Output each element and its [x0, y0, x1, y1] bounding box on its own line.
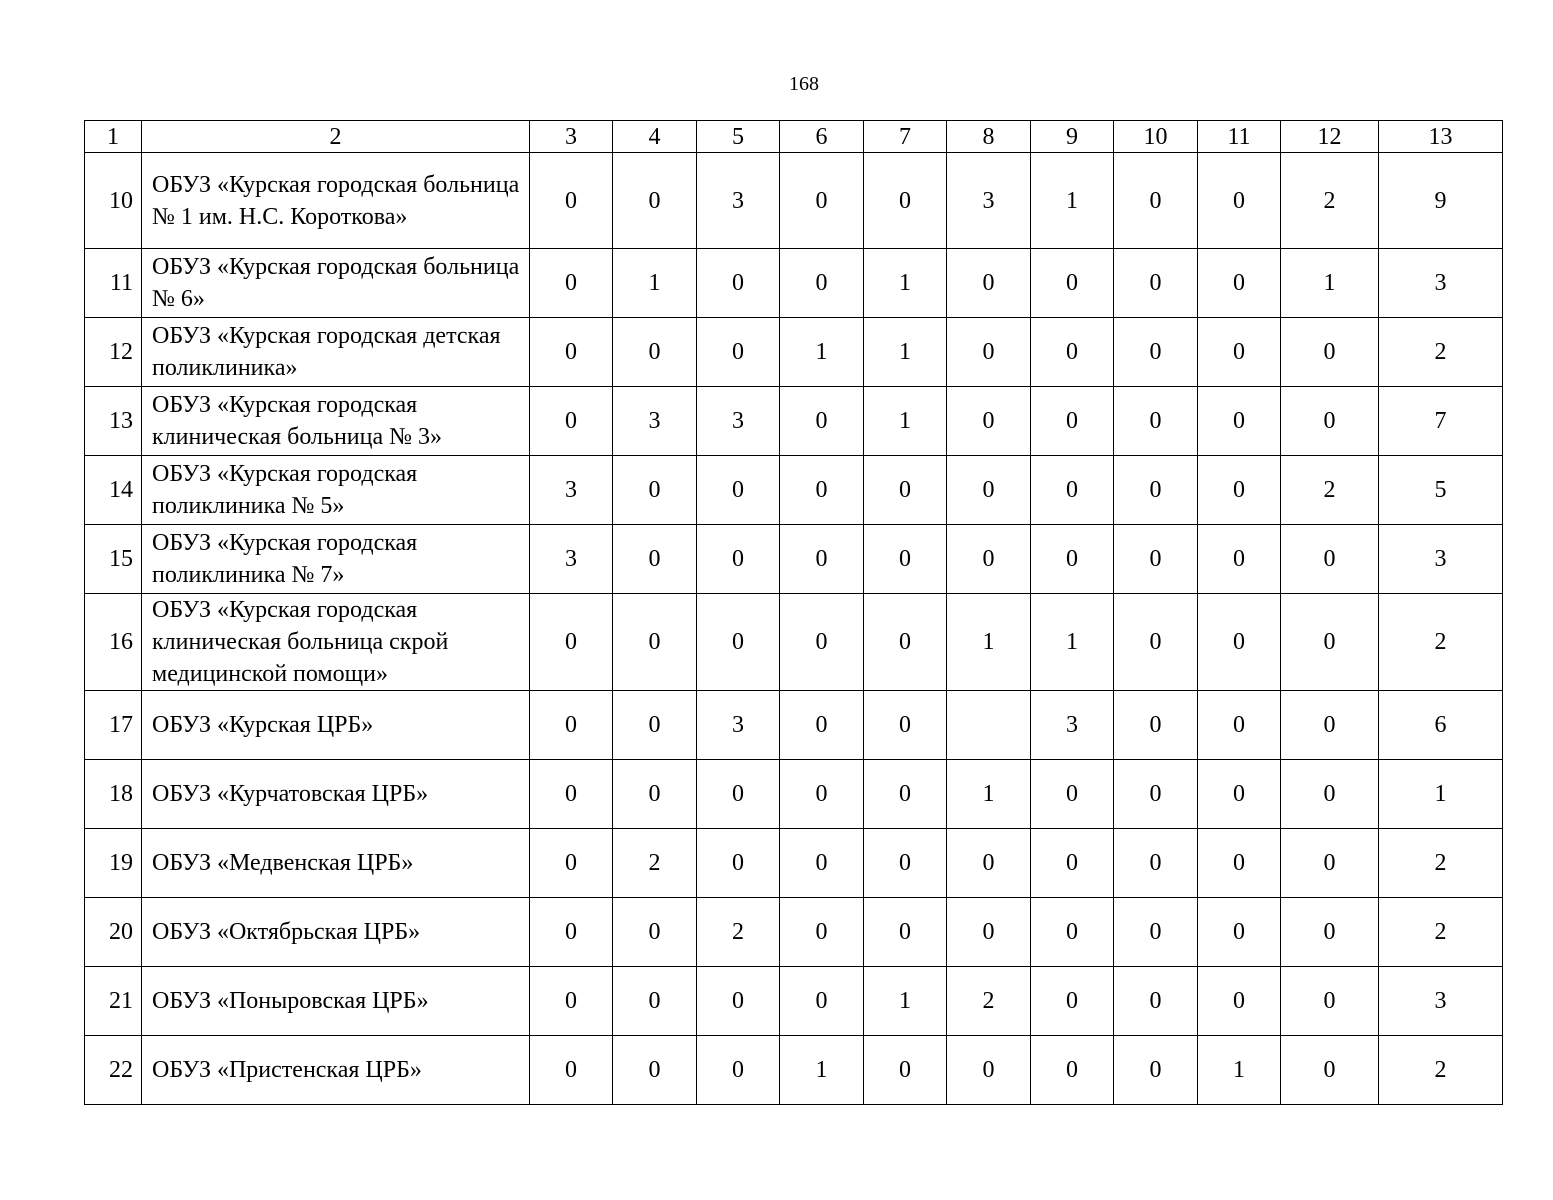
value-cell-col-7: 0: [864, 898, 947, 967]
value-cell-col-9: 0: [1031, 456, 1114, 525]
header-cell-8: 8: [947, 121, 1031, 153]
row-number-cell: 15: [85, 525, 142, 594]
value-cell-col-7: 1: [864, 967, 947, 1036]
value-cell-col-5: 0: [697, 760, 780, 829]
value-cell-col-8: 0: [947, 387, 1031, 456]
value-cell-col-5: 0: [697, 525, 780, 594]
table-row: [85, 318, 1503, 387]
value-cell-col-8: 0: [947, 318, 1031, 387]
value-cell-col-7: 1: [864, 318, 947, 387]
table-row: [85, 387, 1503, 456]
value-cell-col-7: 0: [864, 1036, 947, 1105]
value-cell-col-10: 0: [1114, 829, 1198, 898]
value-cell-col-3: 3: [530, 456, 613, 525]
value-cell-col-11: 0: [1198, 594, 1281, 691]
organization-name-cell: ОБУЗ «Курская городская поликлиника № 5»: [142, 456, 530, 525]
value-cell-col-13: 6: [1379, 691, 1503, 760]
value-cell-col-13: 7: [1379, 387, 1503, 456]
row-number-cell: 21: [85, 967, 142, 1036]
table-row: [85, 760, 1503, 829]
value-cell-col-9: 0: [1031, 898, 1114, 967]
table-row: [85, 898, 1503, 967]
value-cell-col-10: 0: [1114, 898, 1198, 967]
value-cell-col-5: 0: [697, 249, 780, 318]
value-cell-col-6: 0: [780, 691, 864, 760]
value-cell-col-3: 0: [530, 967, 613, 1036]
value-cell-col-4: 0: [613, 760, 697, 829]
row-number-cell: 11: [85, 249, 142, 318]
value-cell-col-12: 0: [1281, 594, 1379, 691]
row-number-cell: 10: [85, 153, 142, 249]
value-cell-col-11: 0: [1198, 691, 1281, 760]
value-cell-col-3: 0: [530, 594, 613, 691]
header-cell-4: 4: [613, 121, 697, 153]
value-cell-col-3: 0: [530, 691, 613, 760]
value-cell-col-3: 0: [530, 387, 613, 456]
value-cell-col-9: 0: [1031, 318, 1114, 387]
value-cell-col-6: 0: [780, 760, 864, 829]
value-cell-col-4: 1: [613, 249, 697, 318]
header-row: [85, 121, 1503, 153]
table-row: [85, 525, 1503, 594]
value-cell-col-4: 0: [613, 318, 697, 387]
header-cell-7: 7: [864, 121, 947, 153]
value-cell-col-4: 3: [613, 387, 697, 456]
value-cell-col-10: 0: [1114, 456, 1198, 525]
row-number-cell: 17: [85, 691, 142, 760]
organization-name-cell: ОБУЗ «Медвенская ЦРБ»: [142, 829, 530, 898]
value-cell-col-10: 0: [1114, 318, 1198, 387]
header-cell-12: 12: [1281, 121, 1379, 153]
value-cell-col-5: 0: [697, 967, 780, 1036]
value-cell-col-12: 0: [1281, 691, 1379, 760]
table-row: [85, 594, 1503, 691]
row-number-cell: 20: [85, 898, 142, 967]
value-cell-col-11: 0: [1198, 249, 1281, 318]
value-cell-col-9: 0: [1031, 249, 1114, 318]
value-cell-col-13: 2: [1379, 594, 1503, 691]
value-cell-col-4: 0: [613, 1036, 697, 1105]
organization-name-cell: ОБУЗ «Курчатовская ЦРБ»: [142, 760, 530, 829]
value-cell-col-11: 0: [1198, 456, 1281, 525]
value-cell-col-6: 0: [780, 525, 864, 594]
value-cell-col-9: 0: [1031, 967, 1114, 1036]
value-cell-col-10: 0: [1114, 249, 1198, 318]
value-cell-col-8: [947, 691, 1031, 760]
value-cell-col-4: 0: [613, 691, 697, 760]
value-cell-col-8: 0: [947, 249, 1031, 318]
value-cell-col-12: 0: [1281, 525, 1379, 594]
header-cell-5: 5: [697, 121, 780, 153]
row-number-cell: 16: [85, 594, 142, 691]
organization-name-cell: ОБУЗ «Курская ЦРБ»: [142, 691, 530, 760]
value-cell-col-11: 0: [1198, 153, 1281, 249]
value-cell-col-7: 0: [864, 153, 947, 249]
value-cell-col-8: 3: [947, 153, 1031, 249]
value-cell-col-13: 2: [1379, 1036, 1503, 1105]
value-cell-col-13: 1: [1379, 760, 1503, 829]
value-cell-col-12: 1: [1281, 249, 1379, 318]
value-cell-col-6: 0: [780, 829, 864, 898]
value-cell-col-9: 0: [1031, 387, 1114, 456]
row-number-cell: 18: [85, 760, 142, 829]
value-cell-col-11: 0: [1198, 760, 1281, 829]
value-cell-col-6: 0: [780, 387, 864, 456]
value-cell-col-4: 0: [613, 456, 697, 525]
row-number-cell: 12: [85, 318, 142, 387]
value-cell-col-12: 0: [1281, 387, 1379, 456]
value-cell-col-3: 0: [530, 760, 613, 829]
value-cell-col-11: 1: [1198, 1036, 1281, 1105]
row-number-cell: 14: [85, 456, 142, 525]
value-cell-col-6: 0: [780, 594, 864, 691]
organization-name-cell: ОБУЗ «Октябрьская ЦРБ»: [142, 898, 530, 967]
value-cell-col-7: 1: [864, 387, 947, 456]
table-row: [85, 153, 1503, 249]
value-cell-col-7: 1: [864, 249, 947, 318]
value-cell-col-8: 1: [947, 594, 1031, 691]
value-cell-col-10: 0: [1114, 525, 1198, 594]
value-cell-col-13: 3: [1379, 249, 1503, 318]
value-cell-col-11: 0: [1198, 318, 1281, 387]
organization-name-cell: ОБУЗ «Курская городская детская поликлиника»: [142, 318, 530, 387]
value-cell-col-6: 0: [780, 249, 864, 318]
page-number: 168: [789, 73, 819, 95]
value-cell-col-3: 0: [530, 1036, 613, 1105]
header-cell-11: 11: [1198, 121, 1281, 153]
value-cell-col-10: 0: [1114, 1036, 1198, 1105]
value-cell-col-3: 0: [530, 829, 613, 898]
value-cell-col-6: 1: [780, 318, 864, 387]
value-cell-col-4: 0: [613, 594, 697, 691]
value-cell-col-7: 0: [864, 525, 947, 594]
value-cell-col-9: 1: [1031, 153, 1114, 249]
value-cell-col-10: 0: [1114, 967, 1198, 1036]
value-cell-col-11: 0: [1198, 967, 1281, 1036]
organization-name-cell: ОБУЗ «Курская городская поликлиника № 7»: [142, 525, 530, 594]
value-cell-col-6: 0: [780, 967, 864, 1036]
value-cell-col-3: 0: [530, 898, 613, 967]
value-cell-col-4: 0: [613, 898, 697, 967]
header-cell-13: 13: [1379, 121, 1503, 153]
value-cell-col-8: 0: [947, 898, 1031, 967]
value-cell-col-5: 0: [697, 456, 780, 525]
value-cell-col-4: 0: [613, 525, 697, 594]
value-cell-col-7: 0: [864, 760, 947, 829]
value-cell-col-5: 0: [697, 594, 780, 691]
table-row: [85, 1036, 1503, 1105]
value-cell-col-7: 0: [864, 594, 947, 691]
value-cell-col-9: 3: [1031, 691, 1114, 760]
value-cell-col-4: 0: [613, 153, 697, 249]
value-cell-col-12: 0: [1281, 829, 1379, 898]
table-row: [85, 249, 1503, 318]
value-cell-col-3: 0: [530, 318, 613, 387]
value-cell-col-11: 0: [1198, 387, 1281, 456]
value-cell-col-10: 0: [1114, 387, 1198, 456]
value-cell-col-4: 2: [613, 829, 697, 898]
value-cell-col-6: 0: [780, 153, 864, 249]
header-cell-1: 1: [85, 121, 142, 153]
value-cell-col-8: 0: [947, 456, 1031, 525]
value-cell-col-12: 0: [1281, 898, 1379, 967]
header-cell-9: 9: [1031, 121, 1114, 153]
value-cell-col-7: 0: [864, 691, 947, 760]
value-cell-col-13: 3: [1379, 967, 1503, 1036]
value-cell-col-3: 3: [530, 525, 613, 594]
organization-name-cell: ОБУЗ «Курская городская больница № 1 им. Н.С. Короткова»: [142, 153, 530, 249]
value-cell-col-11: 0: [1198, 525, 1281, 594]
value-cell-col-5: 0: [697, 318, 780, 387]
value-cell-col-10: 0: [1114, 760, 1198, 829]
value-cell-col-8: 1: [947, 760, 1031, 829]
value-cell-col-7: 0: [864, 456, 947, 525]
value-cell-col-4: 0: [613, 967, 697, 1036]
value-cell-col-8: 0: [947, 829, 1031, 898]
value-cell-col-12: 2: [1281, 153, 1379, 249]
table-row: [85, 829, 1503, 898]
value-cell-col-3: 0: [530, 153, 613, 249]
value-cell-col-9: 0: [1031, 525, 1114, 594]
value-cell-col-12: 2: [1281, 456, 1379, 525]
value-cell-col-12: 0: [1281, 967, 1379, 1036]
value-cell-col-13: 3: [1379, 525, 1503, 594]
value-cell-col-13: 2: [1379, 318, 1503, 387]
value-cell-col-3: 0: [530, 249, 613, 318]
value-cell-col-8: 2: [947, 967, 1031, 1036]
table-row: [85, 967, 1503, 1036]
value-cell-col-6: 0: [780, 456, 864, 525]
value-cell-col-5: 3: [697, 387, 780, 456]
value-cell-col-12: 0: [1281, 760, 1379, 829]
value-cell-col-13: 9: [1379, 153, 1503, 249]
value-cell-col-6: 1: [780, 1036, 864, 1105]
organization-name-cell: ОБУЗ «Курская городская клиническая больница № 3»: [142, 387, 530, 456]
value-cell-col-11: 0: [1198, 898, 1281, 967]
row-number-cell: 22: [85, 1036, 142, 1105]
value-cell-col-13: 2: [1379, 829, 1503, 898]
value-cell-col-9: 1: [1031, 594, 1114, 691]
value-cell-col-7: 0: [864, 829, 947, 898]
value-cell-col-8: 0: [947, 525, 1031, 594]
value-cell-col-10: 0: [1114, 153, 1198, 249]
value-cell-col-5: 0: [697, 1036, 780, 1105]
value-cell-col-12: 0: [1281, 1036, 1379, 1105]
header-cell-3: 3: [530, 121, 613, 153]
value-cell-col-10: 0: [1114, 691, 1198, 760]
row-number-cell: 19: [85, 829, 142, 898]
value-cell-col-9: 0: [1031, 1036, 1114, 1105]
header-cell-2: 2: [142, 121, 530, 153]
value-cell-col-5: 3: [697, 691, 780, 760]
row-number-cell: 13: [85, 387, 142, 456]
value-cell-col-11: 0: [1198, 829, 1281, 898]
value-cell-col-8: 0: [947, 1036, 1031, 1105]
header-cell-10: 10: [1114, 121, 1198, 153]
table-row: [85, 691, 1503, 760]
organization-name-cell: ОБУЗ «Курская городская больница № 6»: [142, 249, 530, 318]
value-cell-col-9: 0: [1031, 760, 1114, 829]
organization-name-cell: ОБУЗ «Поныровская ЦРБ»: [142, 967, 530, 1036]
value-cell-col-6: 0: [780, 898, 864, 967]
data-table: [84, 120, 1503, 1105]
table-row: [85, 456, 1503, 525]
value-cell-col-13: 5: [1379, 456, 1503, 525]
value-cell-col-5: 3: [697, 153, 780, 249]
value-cell-col-9: 0: [1031, 829, 1114, 898]
header-cell-6: 6: [780, 121, 864, 153]
value-cell-col-13: 2: [1379, 898, 1503, 967]
organization-name-cell: ОБУЗ «Курская городская клиническая больница скрой медицинской помощи»: [142, 594, 530, 691]
value-cell-col-12: 0: [1281, 318, 1379, 387]
value-cell-col-5: 2: [697, 898, 780, 967]
value-cell-col-10: 0: [1114, 594, 1198, 691]
organization-name-cell: ОБУЗ «Пристенская ЦРБ»: [142, 1036, 530, 1105]
value-cell-col-5: 0: [697, 829, 780, 898]
